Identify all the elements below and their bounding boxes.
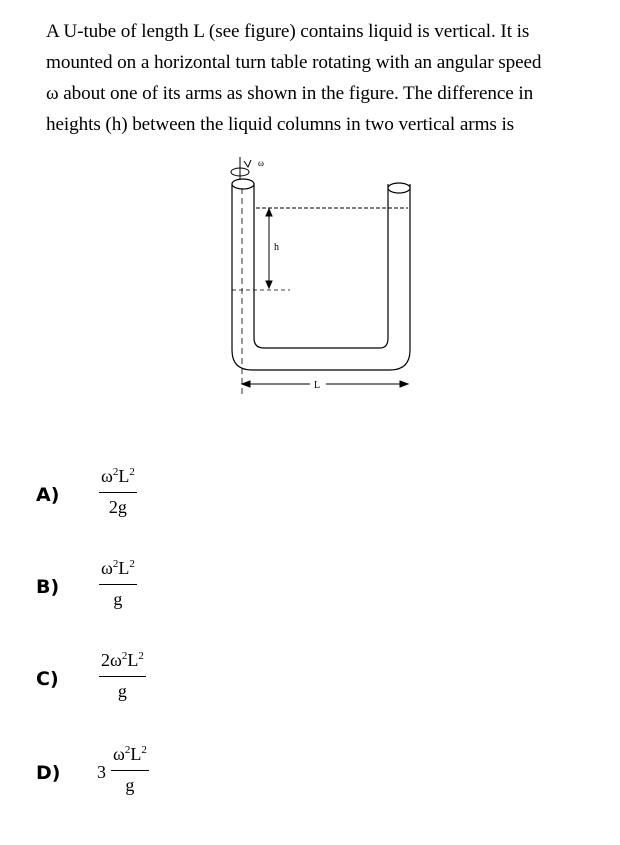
- u-tube-figure: [222, 152, 422, 402]
- question-line: mounted on a horizontal turn table rotating with an angular speed: [46, 52, 542, 73]
- coefficient: 3: [97, 762, 106, 782]
- option-label: D): [36, 762, 61, 784]
- length-arrow: [242, 381, 408, 387]
- u-tube-inner: [254, 184, 388, 348]
- numerator: $2\omega^2L^2$: [101, 650, 144, 670]
- rotation-arrow-icon: [231, 157, 251, 182]
- option-formula: [99, 650, 146, 702]
- option-formula: [99, 466, 137, 518]
- height-arrow: [266, 209, 272, 288]
- numerator: $\omega^2L^2$: [101, 466, 135, 486]
- denominator: g: [125, 775, 135, 795]
- option-a[interactable]: [36, 466, 336, 536]
- option-c[interactable]: [36, 650, 336, 720]
- fraction-bar: [99, 584, 137, 585]
- h-label: h: [274, 242, 279, 253]
- numerator: $\omega^2L^2$: [101, 558, 135, 578]
- L-label: L: [314, 380, 321, 391]
- option-label: A): [36, 484, 60, 506]
- denominator: g: [113, 589, 123, 609]
- fraction-bar: [99, 676, 146, 677]
- option-d[interactable]: [36, 744, 336, 814]
- option-b[interactable]: [36, 558, 336, 628]
- option-label: B): [36, 576, 60, 598]
- question-line: ω about one of its arms as shown in the figure. The difference in: [46, 83, 534, 104]
- omega-label: ω: [258, 158, 264, 168]
- option-label: C): [36, 668, 59, 690]
- question-line: A U-tube of length L (see figure) contains liquid is vertical. It is: [46, 21, 530, 42]
- fraction-bar: [111, 770, 149, 771]
- question-text: [46, 16, 601, 140]
- numerator: $\omega^2L^2$: [113, 744, 147, 764]
- right-arm-opening: [388, 183, 410, 193]
- left-arm-opening: [232, 179, 254, 189]
- option-formula: [111, 744, 149, 796]
- denominator: 2g: [108, 497, 127, 517]
- u-tube-outer: [232, 184, 410, 370]
- fraction-bar: [99, 492, 137, 493]
- option-formula: [99, 558, 137, 610]
- denominator: g: [117, 681, 127, 701]
- question-line: heights (h) between the liquid columns in two vertical arms is: [46, 114, 515, 135]
